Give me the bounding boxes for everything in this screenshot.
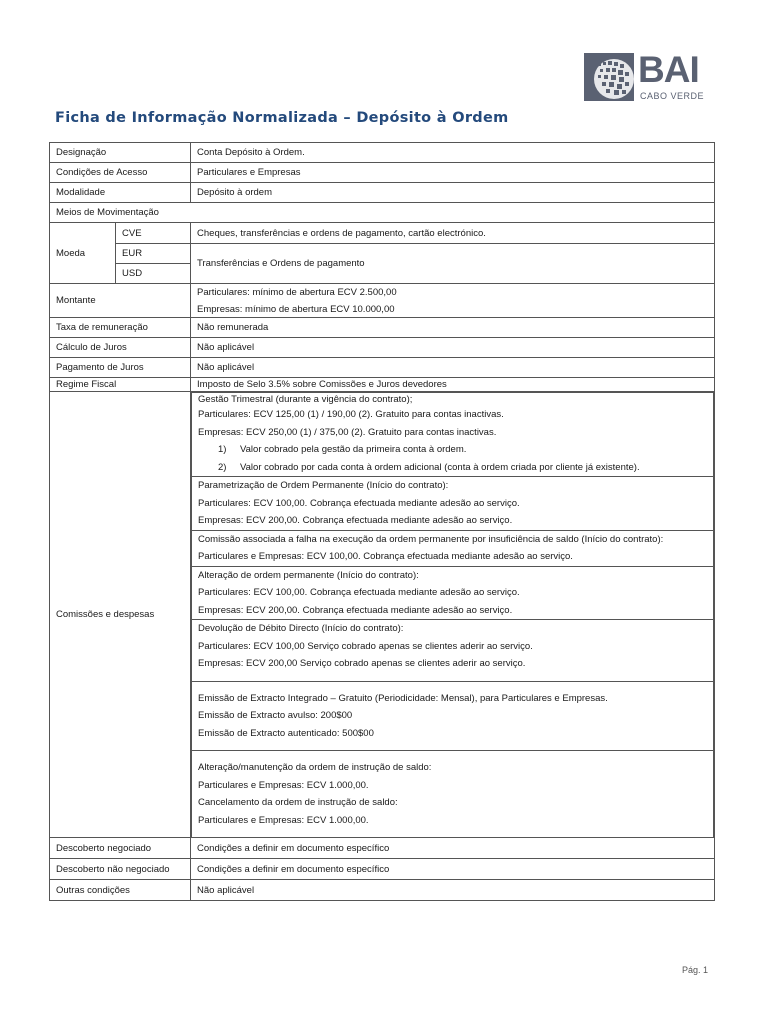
text-line: Empresas: ECV 200,00 Serviço cobrado apenas se clientes aderir ao serviço. — [198, 658, 526, 669]
text-line: Emissão de Extracto Integrado – Gratuito (Periodicidade: Mensal), para Particulares e Empresas. — [198, 692, 608, 704]
table-row — [50, 284, 715, 318]
table-row — [50, 203, 715, 223]
table-row — [50, 338, 715, 358]
table-row — [50, 183, 715, 203]
modalidade-label: Modalidade — [50, 183, 191, 203]
montante-line: Empresas: mínimo de abertura ECV 10.000,00 — [197, 303, 395, 315]
descoberto-nao-label: Descoberto não negociado — [50, 859, 191, 880]
note-number: 2) — [218, 461, 227, 473]
text-line: Devolução de Débito Directo (Início do contrato): — [198, 623, 404, 634]
note-line — [198, 441, 707, 459]
condicoes-value: Particulares e Empresas — [191, 163, 715, 183]
table-row — [50, 143, 715, 163]
page-title: Ficha de Informação Normalizada – Depósito à Ordem — [55, 110, 509, 126]
montante-value — [191, 284, 715, 318]
calculo-value: Não aplicável — [191, 338, 715, 358]
montante-line: Particulares: mínimo de abertura ECV 2.500,00 — [197, 287, 397, 299]
list-item — [192, 393, 714, 477]
text-line: Particulares: ECV 100,00. Cobrança efectuada mediante adesão ao serviço. — [198, 497, 520, 509]
text-line: Alteração de ordem permanente (Início do contrato): — [198, 569, 419, 581]
text-line: Cancelamento da ordem de instrução de saldo: — [198, 797, 398, 808]
logo-brand: BAI — [638, 49, 699, 90]
text-line: Empresas: ECV 200,00. Cobrança efectuada mediante adesão ao serviço. — [198, 515, 513, 526]
table-row — [50, 392, 715, 838]
note-text: Valor cobrado por cada conta à ordem adicional (conta à ordem criada por cliente já existente). — [240, 461, 640, 473]
text-line: Parametrização de Ordem Permanente (Início do contrato): — [198, 480, 449, 491]
globe-icon — [584, 53, 634, 101]
comissoes-table — [191, 392, 714, 837]
currency-usd: USD — [116, 264, 191, 284]
text-line: Particulares e Empresas: ECV 100,00. Cobrança efectuada mediante adesão ao serviço. — [198, 551, 573, 562]
pagamento-label: Pagamento de Juros — [50, 358, 191, 378]
table-row — [50, 880, 715, 901]
designacao-label: Designação — [50, 143, 191, 163]
montante-label: Montante — [50, 284, 191, 318]
note-text: Valor cobrado pela gestão da primeira conta à ordem. — [240, 444, 467, 455]
logo-subtitle: CABO VERDE — [640, 91, 705, 101]
eur-usd-value: Transferências e Ordens de pagamento — [191, 244, 715, 284]
text-line: Comissão associada a falha na execução da ordem permanente por insuficiência de saldo (Início do contrato): — [198, 533, 664, 545]
table-row — [50, 838, 715, 859]
comissoes-label: Comissões e despesas — [50, 392, 191, 838]
table-row — [50, 358, 715, 378]
descoberto-nao-value: Condições a definir em documento específico — [191, 859, 715, 880]
page-number: Pág. 1 — [681, 965, 708, 975]
text-line: Particulares e Empresas: ECV 1.000,00. — [198, 779, 369, 791]
list-item — [192, 530, 714, 566]
text-line: Gestão Trimestral (durante a vigência do contrato); — [198, 394, 413, 405]
taxa-label: Taxa de remuneração — [50, 318, 191, 338]
text-line: Emissão de Extracto avulso: 200$00 — [198, 710, 353, 721]
list-item — [192, 477, 714, 531]
text-line: Particulares: ECV 100,00. Cobrança efectuada mediante adesão ao serviço. — [198, 587, 520, 598]
outras-label: Outras condições — [50, 880, 191, 901]
text-line: Empresas: ECV 200,00. Cobrança efectuada mediante adesão ao serviço. — [198, 604, 513, 616]
outras-value: Não aplicável — [191, 880, 715, 901]
table-row — [50, 859, 715, 880]
taxa-value: Não remunerada — [191, 318, 715, 338]
meios-label: Meios de Movimentação — [50, 203, 715, 223]
bai-logo — [584, 49, 705, 103]
table-row — [50, 163, 715, 183]
text-line: Emissão de Extracto autenticado: 500$00 — [198, 727, 374, 739]
text-line: Particulares: ECV 125,00 (1) / 190,00 (2). Gratuito para contas inactivas. — [198, 409, 504, 420]
list-item — [192, 566, 714, 620]
regime-value: Imposto de Selo 3.5% sobre Comissões e Juros devedores — [191, 378, 715, 392]
table-row — [50, 318, 715, 338]
descoberto-neg-label: Descoberto negociado — [50, 838, 191, 859]
table-row — [50, 223, 715, 244]
currency-eur: EUR — [116, 244, 191, 264]
modalidade-value: Depósito à ordem — [191, 183, 715, 203]
condicoes-label: Condições de Acesso — [50, 163, 191, 183]
cve-value: Cheques, transferências e ordens de pagamento, cartão electrónico. — [191, 223, 715, 244]
note-line — [198, 459, 707, 477]
moeda-label: Moeda — [50, 223, 116, 284]
regime-label: Regime Fiscal — [50, 378, 191, 392]
info-table — [49, 142, 715, 901]
note-number: 1) — [218, 444, 227, 455]
text-line: Particulares e Empresas: ECV 1.000,00. — [198, 814, 369, 826]
list-item — [192, 751, 714, 838]
text-line: Alteração/manutenção da ordem de instrução de saldo: — [198, 762, 432, 773]
table-row — [50, 378, 715, 392]
comissoes-value — [191, 392, 715, 838]
pagamento-value: Não aplicável — [191, 358, 715, 378]
currency-cve: CVE — [116, 223, 191, 244]
descoberto-neg-value: Condições a definir em documento específico — [191, 838, 715, 859]
list-item — [192, 681, 714, 751]
text-line: Particulares: ECV 100,00 Serviço cobrado apenas se clientes aderir ao serviço. — [198, 640, 533, 652]
calculo-label: Cálculo de Juros — [50, 338, 191, 358]
list-item — [192, 620, 714, 682]
table-row — [50, 244, 715, 264]
designacao-value: Conta Depósito à Ordem. — [191, 143, 715, 163]
text-line: Empresas: ECV 250,00 (1) / 375,00 (2). Gratuito para contas inactivas. — [198, 426, 497, 438]
